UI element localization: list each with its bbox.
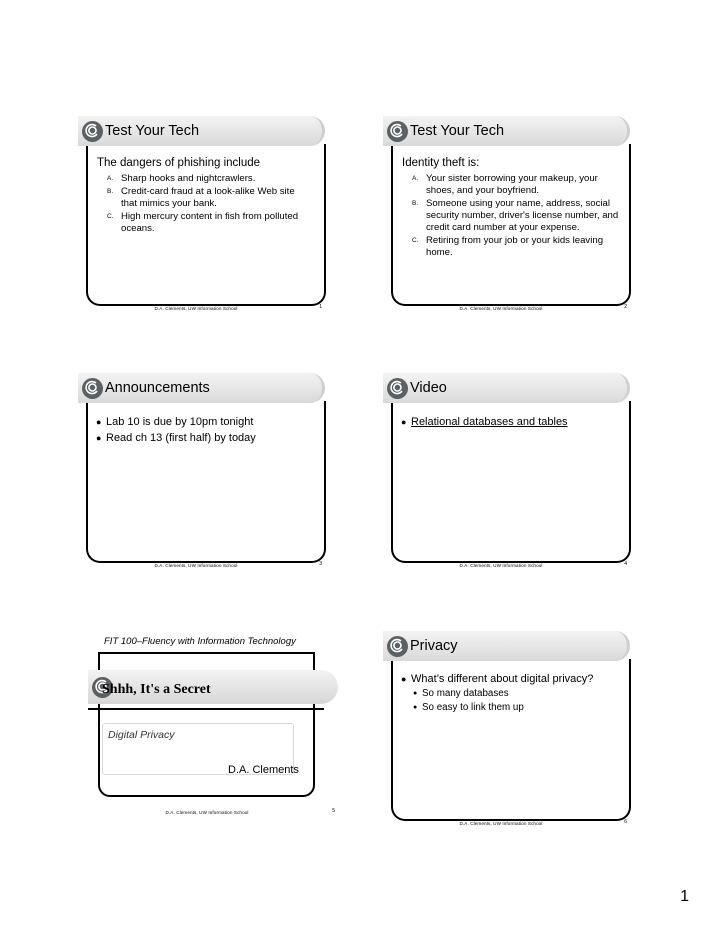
sub-bullet-item: ● So easy to link them up [413, 702, 524, 713]
slide-3 [76, 373, 338, 576]
slide-page-number: 1 [319, 304, 322, 310]
slide-title-bar [78, 116, 325, 146]
spiral-logo-icon [387, 378, 408, 399]
slide-title-bar [383, 631, 630, 661]
sheet-page-number: 1 [680, 888, 689, 905]
slide-title: Video [410, 380, 447, 396]
bullet-item: ● Read ch 13 (first half) by today [96, 432, 256, 444]
spiral-logo-icon [82, 378, 103, 399]
answer-option: B. Someone using your name, address, social security number, driver's license number, and credit card number at your expense. [412, 198, 619, 233]
slide-2 [381, 116, 643, 319]
answer-option: A. Sharp hooks and nightcrawlers. [107, 173, 256, 184]
sub-bullet-item: ● So many databases [413, 688, 509, 699]
slide-page-number: 2 [624, 304, 627, 310]
slide-1 [76, 116, 338, 319]
bullet-item: ● Relational databases and tables [401, 416, 568, 428]
bullet-item: ● What’s different about digital privacy? [401, 673, 594, 685]
slide-title-bar [383, 373, 630, 403]
slide-subtitle: Digital Privacy [108, 729, 175, 741]
title-underline [88, 708, 324, 710]
bullet-item: ● Lab 10 is due by 10pm tonight [96, 416, 254, 428]
slide-title: Announcements [105, 380, 210, 396]
slide-author: D.A. Clements [228, 764, 299, 776]
slide-5 [88, 630, 350, 833]
slide-4 [381, 373, 643, 576]
slide-content [96, 414, 326, 446]
slide-page-number: 6 [624, 819, 627, 825]
answer-option: A. Your sister borrowing your makeup, your shoes, and your boyfriend. [412, 173, 598, 196]
spiral-logo-icon [387, 121, 408, 142]
slide-title: Privacy [410, 638, 458, 654]
answer-option: B. Credit-card fraud at a look-alike Web site that mimics your bank. [107, 186, 295, 209]
slide-page-number: 3 [319, 561, 322, 567]
slide-title: Test Your Tech [410, 123, 505, 139]
slide-page-number: 5 [332, 808, 335, 814]
slide-footer: D.A. Clements, UW Information School [165, 810, 249, 815]
video-link[interactable]: Relational databases and tables [411, 416, 568, 428]
slide-content [401, 671, 631, 715]
slide-title: Shhh, It's a Secret [102, 682, 211, 697]
slide-footer: D.A. Clements, UW Information School [459, 306, 543, 311]
spiral-logo-icon [82, 121, 103, 142]
answer-option: C. High mercury content in fish from polluted oceans. [107, 211, 299, 234]
question-text: The dangers of phishing include [97, 157, 261, 169]
slide-title: Test Your Tech [105, 123, 200, 139]
slide-footer: D.A. Clements, UW Information School [154, 563, 238, 568]
slide-footer: D.A. Clements, UW Information School [154, 306, 238, 311]
slide-title-bar [383, 116, 630, 146]
course-name: FIT 100–Fluency with Information Technology [104, 636, 296, 647]
spiral-logo-icon [387, 636, 408, 657]
answer-option: C. Retiring from your job or your kids leaving home. [412, 235, 604, 258]
slide-footer: D.A. Clements, UW Information School [459, 563, 543, 568]
slide-content [401, 414, 631, 430]
slide-content [402, 157, 632, 260]
slide-content [97, 157, 327, 236]
question-text: Identity theft is: [402, 157, 480, 169]
slide-6 [381, 631, 643, 834]
slide-title-bar [78, 373, 325, 403]
slide-page-number: 4 [624, 561, 627, 567]
slide-footer: D.A. Clements, UW Information School [459, 821, 543, 826]
